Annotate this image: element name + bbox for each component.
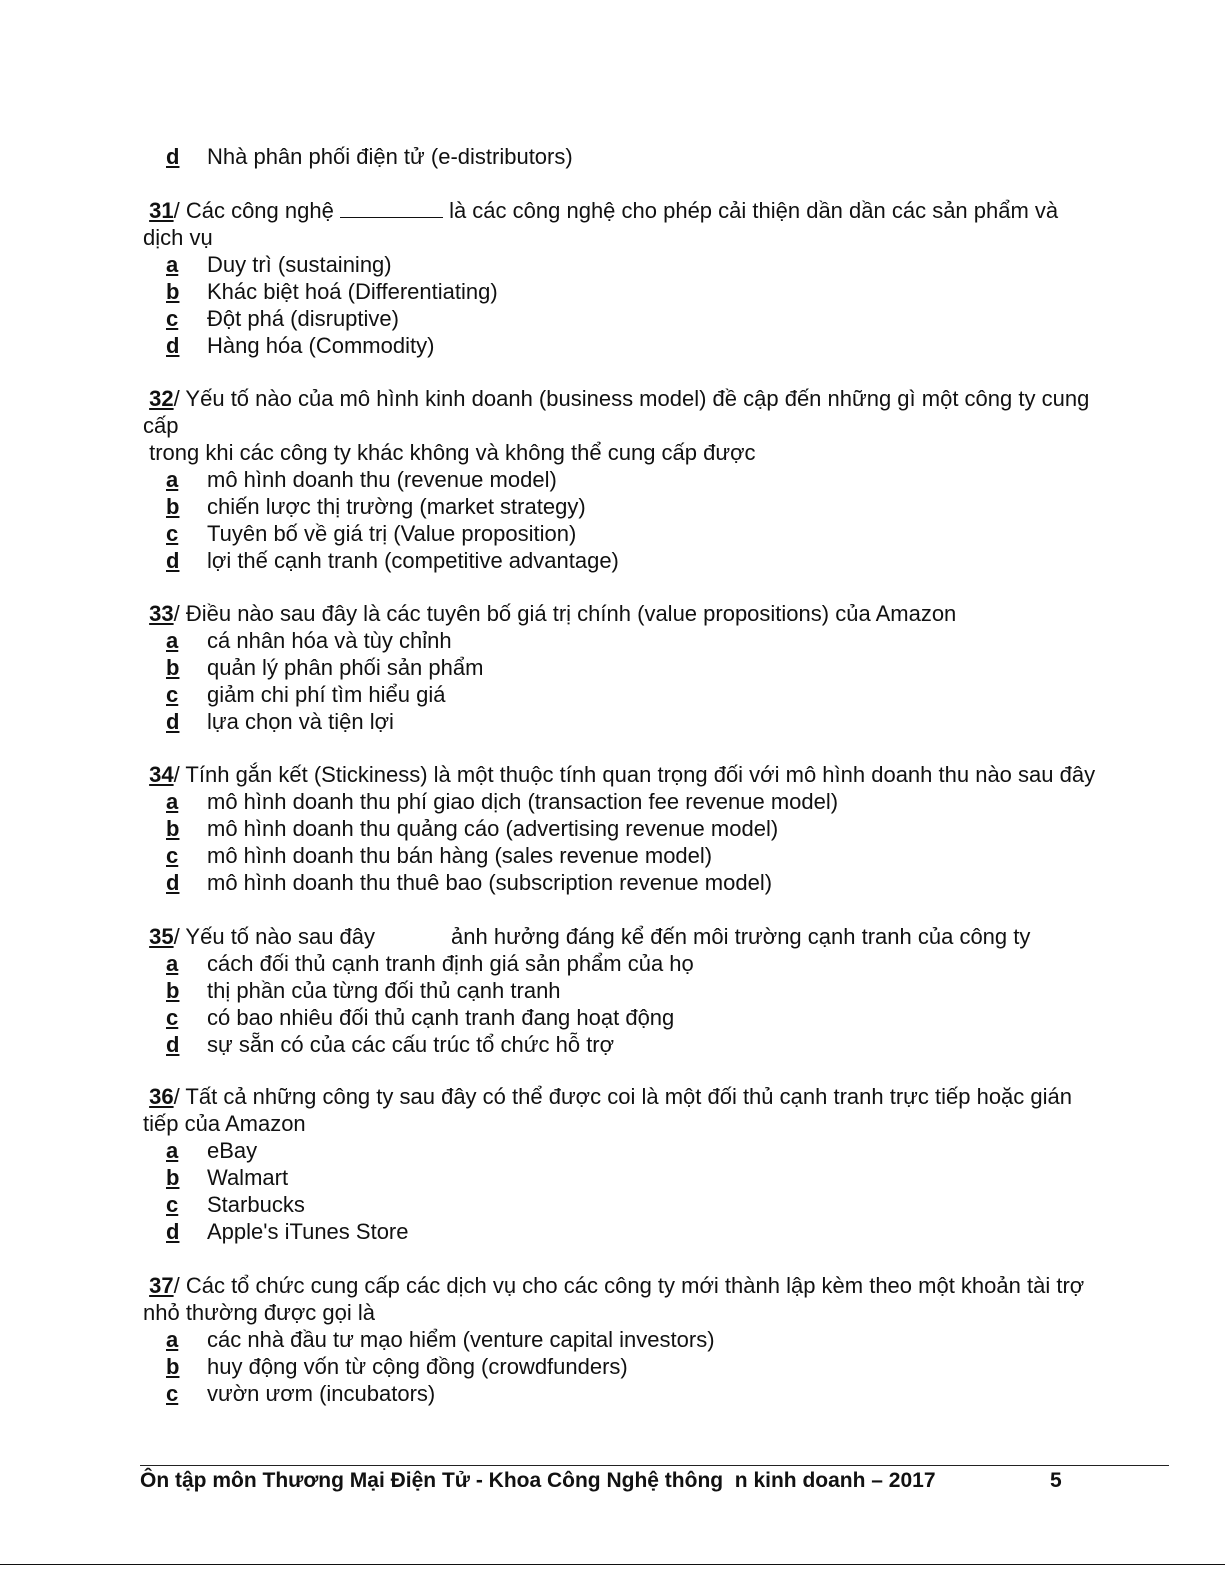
question-31 [143,197,1173,359]
option-c [166,1004,1173,1031]
option-letter: b [166,978,180,1003]
option-text: Đột phá (disruptive) [207,306,399,331]
option-a [166,627,1173,654]
option-text: Duy trì (sustaining) [207,252,392,277]
option-text: Apple's iTunes Store [207,1219,409,1244]
option-letter: a [166,1327,179,1352]
option-b [166,1164,1173,1191]
option-text: chiến lược thị trường (market strategy) [207,494,586,519]
question-stem [143,600,1173,627]
stem-text: là các công nghệ cho phép cải thiện dần dần các sản phẩm và [442,198,1059,223]
option-b [166,1353,1173,1380]
stem-text: / Các tổ chức cung cấp các dịch vụ cho các công ty mới thành lập kèm theo một khoản tài trợ [173,1273,1085,1298]
option-text: Nhà phân phối điện tử (e-distributors) [207,144,573,169]
option-a [166,466,1173,493]
stem-continuation: cấp [143,413,179,438]
option-b [166,815,1173,842]
option-text: lựa chọn và tiện lợi [207,709,394,734]
option-text: quản lý phân phối sản phẩm [207,655,484,680]
option-d [166,1031,1173,1058]
option-text: Khác biệt hoá (Differentiating) [207,279,498,304]
option-text: eBay [207,1138,258,1163]
option-text: Starbucks [207,1192,305,1217]
option-text: thị phần của từng đối thủ cạnh tranh [207,978,561,1003]
option-text: cách đối thủ cạnh tranh định giá sản phẩm của họ [207,951,694,976]
option-d [166,708,1173,735]
option-text: huy động vốn từ cộng đồng (crowdfunders) [207,1354,628,1379]
option-letter: c [166,1381,179,1406]
option-letter: d [166,1032,180,1057]
option-letter: b [166,279,180,304]
option-d [166,547,1173,574]
page-bottom-edge [0,1564,1225,1565]
stem-continuation: nhỏ thường được gọi là [143,1300,375,1325]
option-letter: b [166,655,180,680]
option-text: cá nhân hóa và tùy chỉnh [207,628,452,653]
stem-text: / Các công nghệ [173,198,340,223]
option-letter: c [166,682,179,707]
footer-title: Ôn tập môn Thương Mại Điện Tử - Khoa Công Nghệ thông n kinh doanh – 2017 [140,1469,936,1492]
question-36 [143,1083,1173,1245]
question-33 [143,600,1173,735]
option-a [166,251,1173,278]
option-c [166,1191,1173,1218]
option-text: mô hình doanh thu thuê bao (subscription revenue model) [207,870,773,895]
option-letter: a [166,628,179,653]
option-text: mô hình doanh thu (revenue model) [207,467,557,492]
option-a [166,1137,1173,1164]
option-letter: c [166,1005,179,1030]
stem-text: / Tất cả những công ty sau đây có thể được coi là một đối thủ cạnh tranh trực tiếp hoặc gián [173,1084,1072,1109]
option-letter: a [166,467,179,492]
option-letter: d [166,709,180,734]
option-d [166,869,1173,896]
question-number: 35 [149,924,174,949]
option-a [166,1326,1173,1353]
stem-text: / Yếu tố nào sau đây [173,924,376,949]
option-letter: d [166,144,180,169]
option-c [166,305,1173,332]
option-b [166,977,1173,1004]
question-number: 32 [149,386,174,411]
question-35 [143,923,1173,1058]
option-letter: a [166,252,179,277]
stem-continuation: trong khi các công ty khác không và không thể cung cấp được [143,440,756,465]
option-letter: b [166,494,180,519]
stem-text: / Điều nào sau đây là các tuyên bố giá trị chính (value propositions) của Amazon [173,601,957,626]
page-number: 5 [1050,1469,1062,1492]
option-text: Tuyên bố về giá trị (Value proposition) [207,521,577,546]
option-text: vườn ươm (incubators) [207,1381,436,1406]
question-stem [143,197,1173,224]
question-34 [143,761,1173,896]
option-letter: c [166,1192,179,1217]
option-letter: d [166,333,180,358]
option-text: lợi thế cạnh tranh (competitive advantage) [207,548,619,573]
stem-text: / Yếu tố nào của mô hình kinh doanh (business model) đề cập đến những gì một công ty cung [173,386,1090,411]
question-37 [143,1272,1173,1407]
fill-blank [340,199,443,218]
option-text: mô hình doanh thu bán hàng (sales revenue model) [207,843,713,868]
option-text: Hàng hóa (Commodity) [207,333,435,358]
option-letter: c [166,306,179,331]
previous-option [166,143,573,170]
option-a [166,788,1173,815]
question-stem [143,761,1173,788]
option-text: mô hình doanh thu phí giao dịch (transaction fee revenue model) [207,789,839,814]
option-c [166,842,1173,869]
option-letter: b [166,1165,180,1190]
option-letter: d [166,1219,180,1244]
option-letter: a [166,1138,179,1163]
option-letter: c [166,521,179,546]
stem-text: ảnh hưởng đáng kể đến môi trường cạnh tranh của công ty [451,924,1031,949]
option-text: có bao nhiêu đối thủ cạnh tranh đang hoạt động [207,1005,675,1030]
option-b [166,278,1173,305]
question-stem [143,385,1173,412]
option-c [166,520,1173,547]
option-text: mô hình doanh thu quảng cáo (advertising revenue model) [207,816,779,841]
question-stem [143,1272,1173,1299]
question-32 [143,385,1173,574]
option-c [166,681,1173,708]
question-stem [143,1083,1173,1110]
option-text: giảm chi phí tìm hiểu giá [207,682,446,707]
option-letter: d [166,870,180,895]
question-number: 34 [149,762,174,787]
option-text: các nhà đầu tư mạo hiểm (venture capital investors) [207,1327,715,1352]
question-number: 36 [149,1084,174,1109]
option-c [166,1380,1173,1407]
question-number: 31 [149,198,174,223]
option-a [166,950,1173,977]
stem-text: / Tính gắn kết (Stickiness) là một thuộc tính quan trọng đối với mô hình doanh thu nào sau đây [173,762,1096,787]
option-letter: a [166,789,179,814]
question-stem [143,923,1173,950]
option-b [166,654,1173,681]
option-d [166,1218,1173,1245]
option-letter: b [166,816,180,841]
option-letter: b [166,1354,180,1379]
option-text: Walmart [207,1165,289,1190]
option-b [166,493,1173,520]
option-d [166,332,1173,359]
option-letter: d [166,548,180,573]
footer-divider [140,1465,1169,1466]
question-number: 33 [149,601,174,626]
option-letter: a [166,951,179,976]
stem-continuation: tiếp của Amazon [143,1111,306,1136]
stem-continuation: dịch vụ [143,225,213,250]
option-text: sự sẵn có của các cấu trúc tổ chức hỗ trợ [207,1032,615,1057]
question-number: 37 [149,1273,174,1298]
option-letter: c [166,843,179,868]
